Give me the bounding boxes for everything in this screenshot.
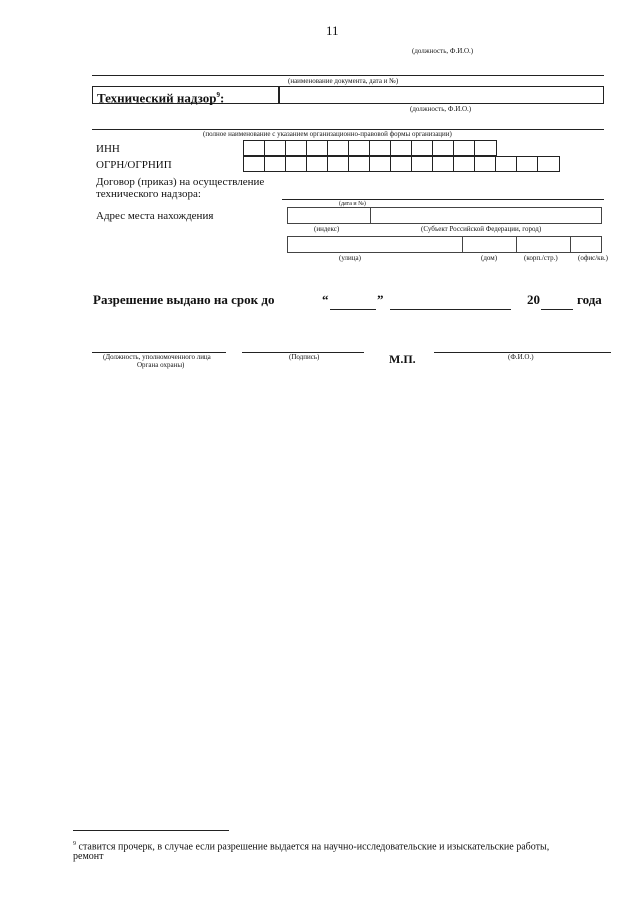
organization-caption: (полное наименование с указанием организационно-правовой формы организации) [203,130,452,138]
document-line [92,75,604,76]
validity-month-line[interactable] [390,309,511,310]
validity-day-line[interactable] [330,309,376,310]
address-row2-box[interactable] [287,236,602,253]
address-row2-divider-office [570,236,571,253]
contract-label-line1: Договор (приказ) на осуществление [96,176,265,188]
subject-caption: (Субъект Российской Федерации, город) [421,225,542,233]
address-row1-box[interactable] [287,207,602,224]
building-caption: (корп./стр.) [524,254,558,262]
street-caption: (улица) [339,254,361,262]
contract-caption: (дата и №) [339,201,366,207]
contract-label-line2: технического надзора: [96,188,201,200]
position-caption-line1: (Должность, уполномоченного лица [103,353,211,361]
document-caption: (наименование документа, дата и №) [288,77,399,85]
address-row2-divider-house [462,236,463,253]
tech-position-caption: (должность, Ф.И.О.) [410,105,472,113]
index-caption: (индекс) [314,225,340,233]
footnote-line1: $^9$ ставится прочерк, в случае если разрешение выдается на научно-исследовательские и изыскательские работы, [73,841,550,853]
house-caption: (дом) [481,254,498,262]
inn-label: ИНН [96,143,120,155]
footnote-line2: ремонт [73,851,104,862]
validity-close-quote: ” [377,292,384,307]
address-row1-divider [370,207,371,224]
validity-year-suffix: года [577,292,602,307]
contract-line[interactable] [282,199,604,200]
position-caption-line2: Органа охраны) [137,361,185,369]
address-label: Адрес места нахождения [96,210,214,222]
validity-open-quote: “ [322,292,329,307]
inn-cells[interactable] [243,140,497,156]
footnote-separator [73,830,229,831]
validity-year-line[interactable] [541,309,573,310]
stamp-label: М.П. [389,352,416,366]
tech-supervision-name-field[interactable] [279,86,604,104]
header-position-caption: (должность, Ф.И.О.) [412,47,474,55]
signature-caption: (Подпись) [289,353,320,361]
validity-label: Разрешение выдано на срок до [93,292,275,307]
address-row2-divider-building [516,236,517,253]
ogrn-cells[interactable] [243,156,560,172]
page-number: 11 [326,23,339,38]
office-caption: (офис/кв.) [578,254,608,262]
validity-year-prefix: 20 [527,292,540,307]
name-caption: (Ф.И.О.) [508,353,534,361]
ogrn-label: ОГРН/ОГРНИП [96,159,172,171]
tech-supervision-title: Технический надзор$^9$: [97,90,225,106]
tech-supervision-title-box [92,86,279,104]
